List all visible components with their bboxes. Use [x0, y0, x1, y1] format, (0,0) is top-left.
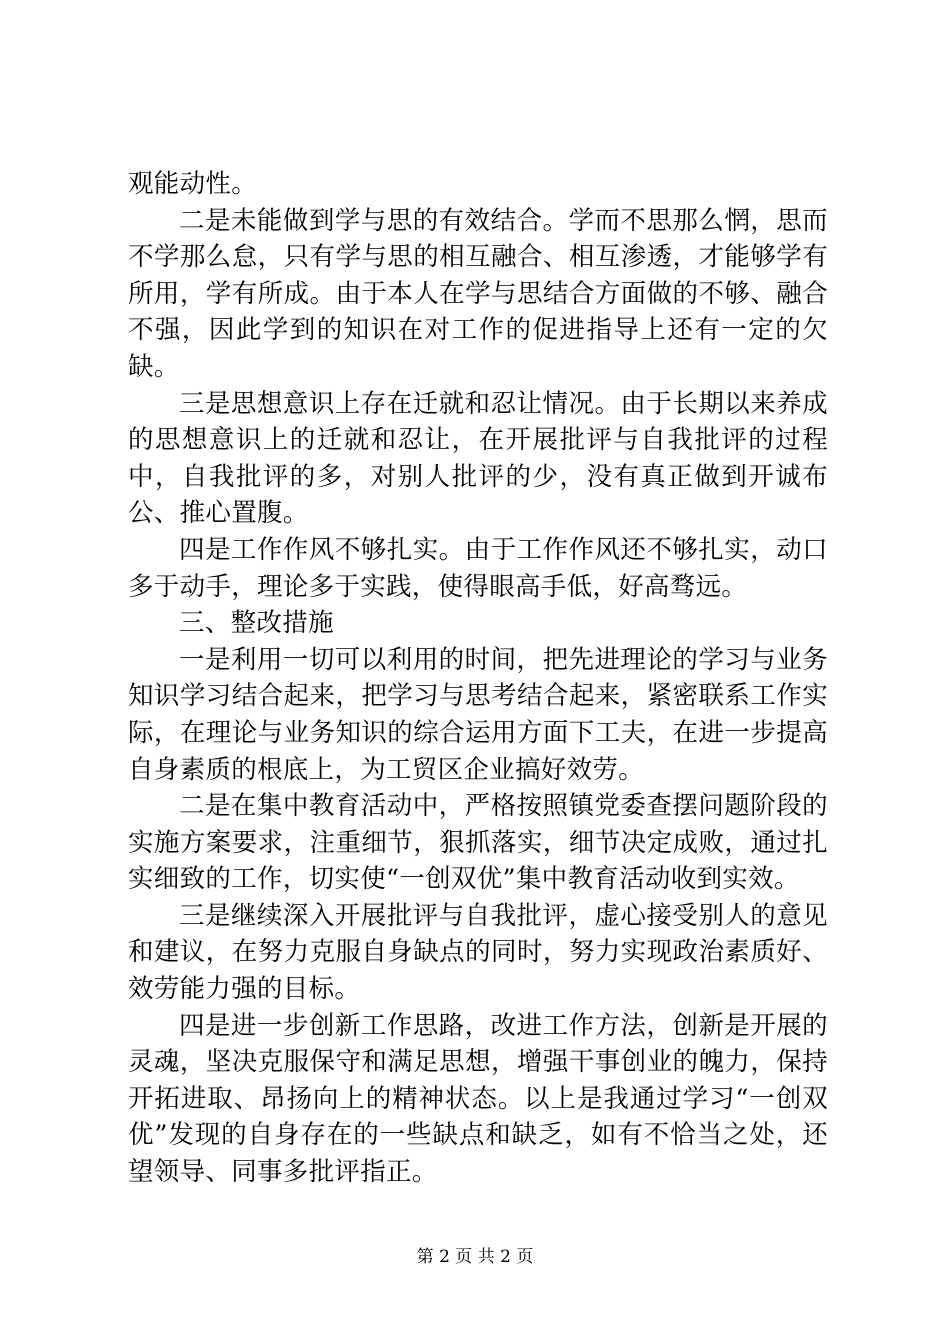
- page-footer: 第 2 页 共 2 页: [416, 1247, 534, 1267]
- paragraph-continuation: 观能动性。: [128, 169, 258, 199]
- paragraph-measure-one: 一是利用一切可以利用的时间，把先进理论的学习与业务知识学习结合起来，把学习与思考结合起来，紧密联系工作实际，在理论与业务知识的综合运用方面下工夫，在进一步提高自身素质的根底上，为工贸区企业搞好效劳。: [128, 644, 828, 785]
- document-body: [128, 166, 828, 1191]
- paragraph-ideology: 三是思想意识上存在迁就和忍让情况。由于长期以来养成的思想意识上的迁就和忍让，在开展批评与自我批评的过程中，自我批评的多，对别人批评的少，没有真正做到开诚布公、推心置腹。: [128, 388, 828, 529]
- paragraph-measure-four: 四是进一步创新工作思路，改进工作方法，创新是开展的灵魂，坚决克服保守和满足思想，增强干事创业的魄力，保持开拓进取、昂扬向上的精神状态。以上是我通过学习“一创双优”发现的自身存在的一些缺点和缺乏，如有不恰当之处，还望领导、同事多批评指正。: [128, 1010, 828, 1188]
- section-heading-rectification: 三、整改措施: [179, 608, 334, 639]
- paragraph-work-style: 四是工作作风不够扎实。由于工作作风还不够扎实，动口多于动手，理论多于实践，使得眼高手低，好高骛远。: [128, 534, 828, 602]
- paragraph-learning-thinking: 二是未能做到学与思的有效结合。学而不思那么惘，思而不学那么怠，只有学与思的相互融合、相互渗透，才能够学有所用，学有所成。由于本人在学与思结合方面做的不够、融合不强，因此学到的知识在对工作的促进指导上还有一定的欠缺。: [128, 205, 828, 382]
- paragraph-measure-three: 三是继续深入开展批评与自我批评，虚心接受别人的意见和建议，在努力克服自身缺点的同时，努力实现政治素质好、效劳能力强的目标。: [128, 900, 828, 1005]
- paragraph-measure-two: 二是在集中教育活动中，严格按照镇党委查摆问题阶段的实施方案要求，注重细节，狠抓落实，细节决定成败，通过扎实细致的工作，切实使“一创双优”集中教育活动收到实效。: [128, 791, 828, 895]
